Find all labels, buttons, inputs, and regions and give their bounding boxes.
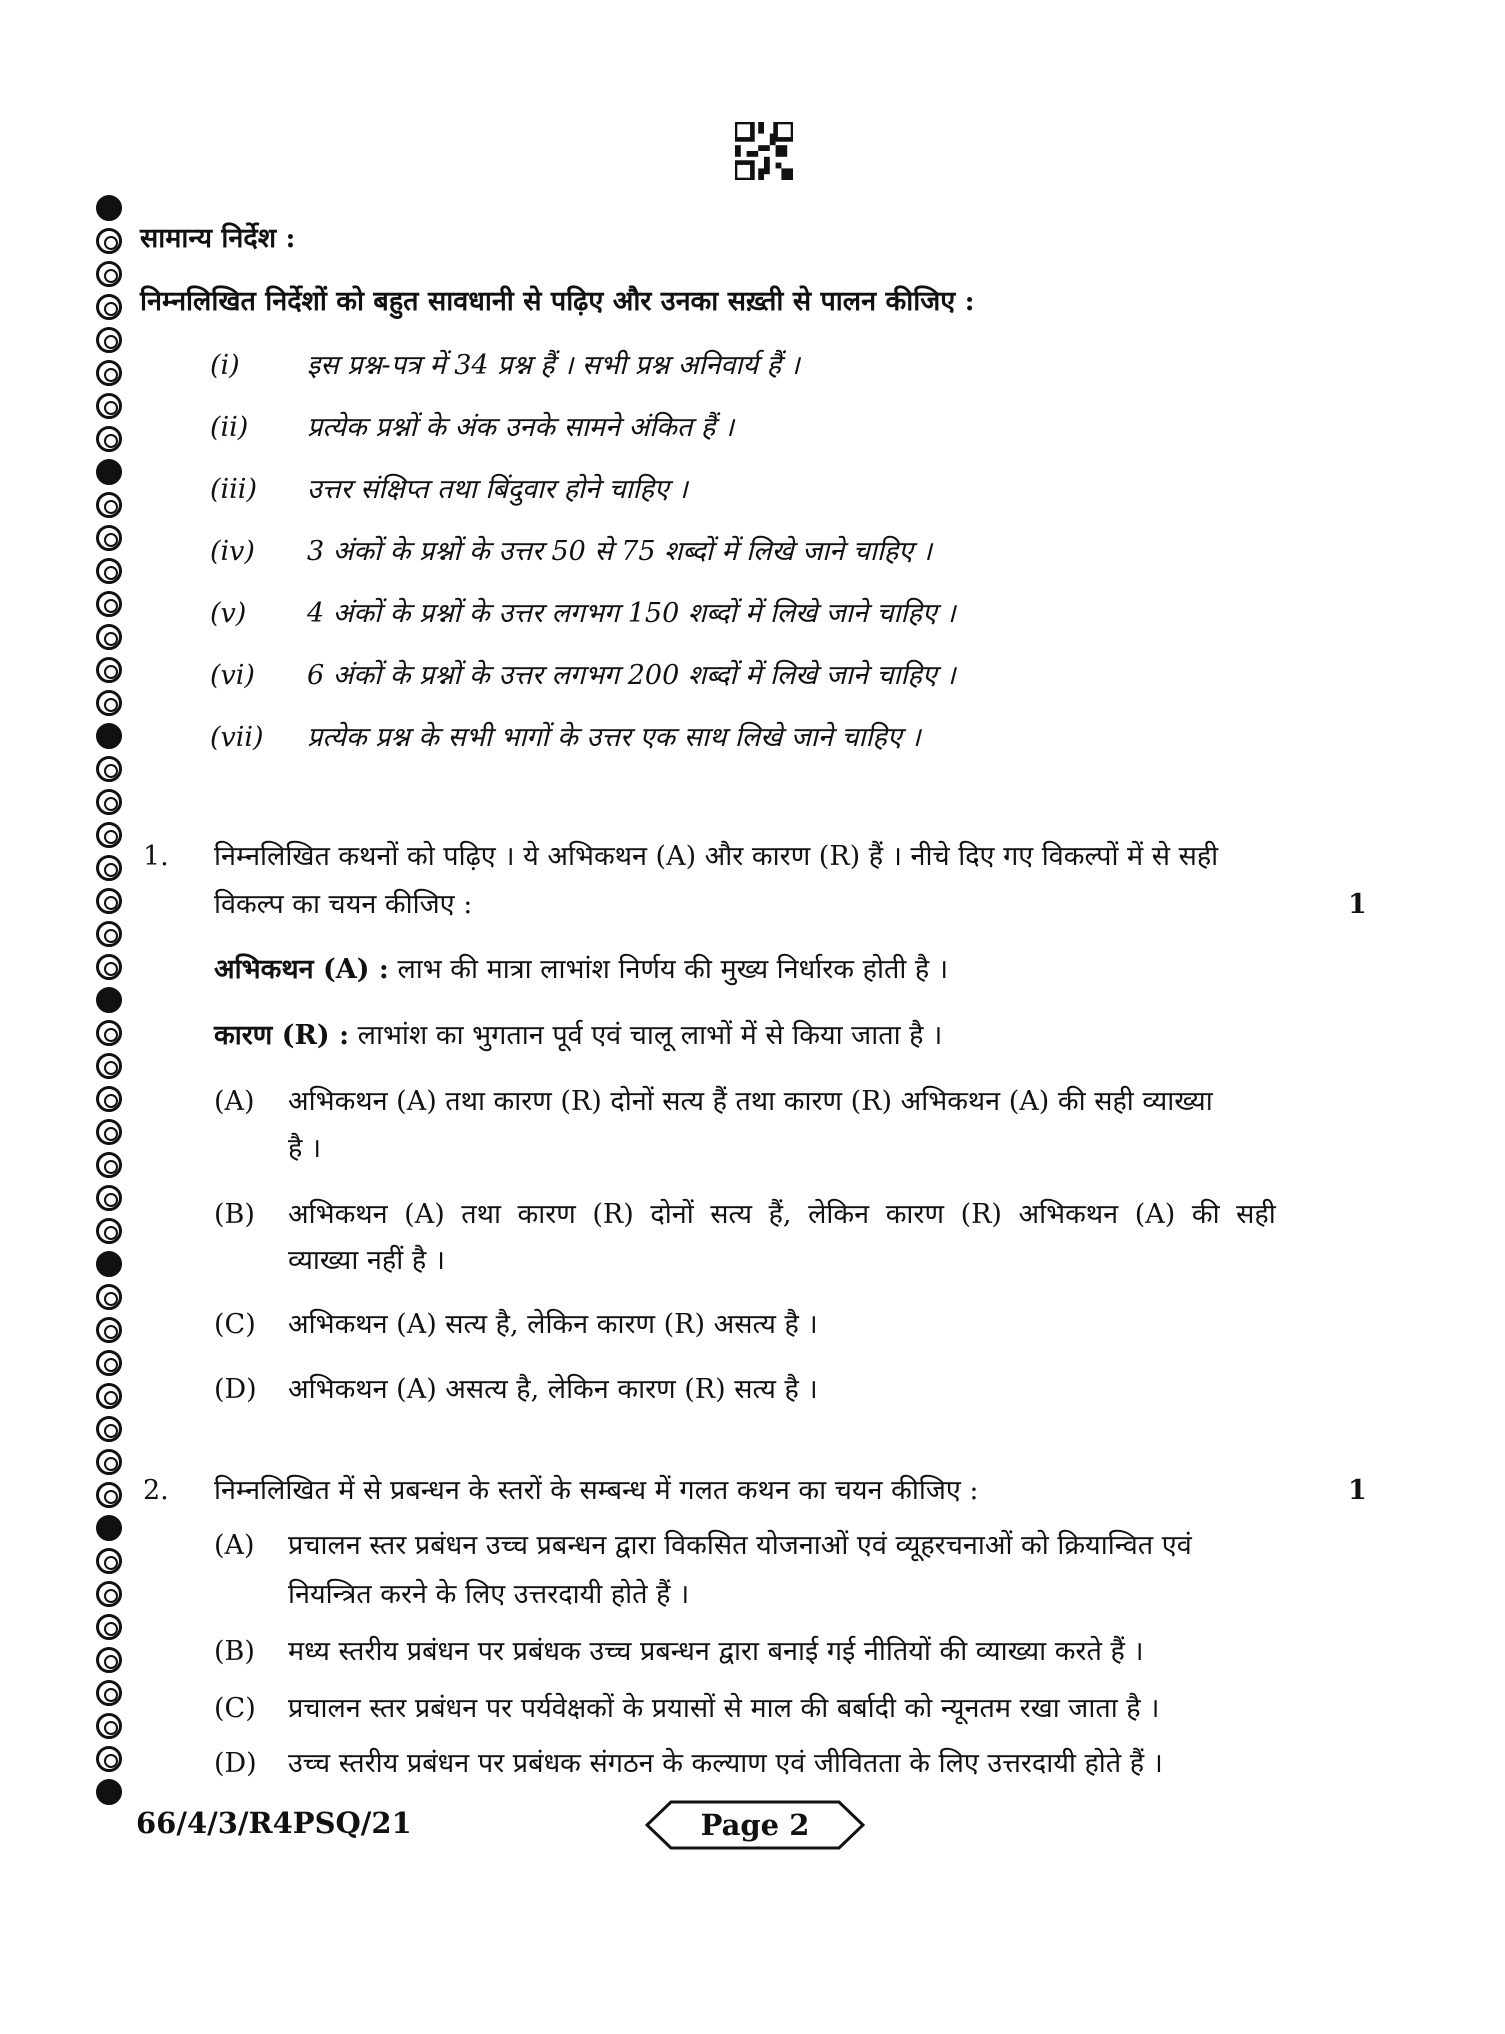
instruction-text: उत्तर संक्षिप्त तथा बिंदुवार होने चाहिए ।	[307, 474, 688, 505]
margin-ring-icon	[96, 1581, 122, 1607]
margin-ring-border	[93, 195, 125, 1812]
option-text: नियन्त्रित करने के लिए उत्तरदायी होते हैं ।	[288, 1579, 690, 1610]
instruction-num: (vi)	[210, 660, 255, 691]
instruction-text: इस प्रश्न-पत्र में 34 प्रश्न हैं । सभी प्रश्न अनिवार्य हैं ।	[307, 350, 800, 381]
margin-ring-icon	[96, 1614, 122, 1640]
margin-ring-icon	[96, 1251, 122, 1277]
page-number: Page 2	[700, 1808, 810, 1842]
option-text: प्रचालन स्तर प्रबंधन पर पर्यवेक्षकों के प्रयासों से माल की बर्बादी को न्यूनतम रखा जाता है ।	[288, 1693, 1160, 1724]
margin-ring-icon	[96, 756, 122, 782]
option-text: अभिकथन (A) तथा कारण (R) दोनों सत्य हैं, लेकिन कारण (R) अभिकथन (A) की सही	[288, 1199, 1276, 1230]
margin-ring-icon	[96, 1746, 122, 1772]
margin-ring-icon	[96, 1317, 122, 1343]
margin-ring-icon	[96, 1548, 122, 1574]
option-text: उच्च स्तरीय प्रबंधन पर प्रबंधक संगठन के कल्याण एवं जीवितता के लिए उत्तरदायी होते हैं ।	[288, 1748, 1163, 1779]
option-label: (C)	[214, 1693, 256, 1724]
margin-ring-icon	[96, 789, 122, 815]
option-label: (D)	[214, 1374, 257, 1405]
question-text: निम्नलिखित कथनों को पढ़िए । ये अभिकथन (A) और कारण (R) हैं । नीचे दिए गए विकल्पों में से सही	[214, 841, 1219, 872]
question-marks: 1	[1348, 889, 1367, 920]
margin-ring-icon	[96, 624, 122, 650]
margin-ring-icon	[96, 261, 122, 287]
margin-ring-icon	[96, 1647, 122, 1673]
margin-ring-icon	[96, 1284, 122, 1310]
instruction-text: 6 अंकों के प्रश्नों के उत्तर लगभग 200 शब्दों में लिखे जाने चाहिए ।	[307, 660, 956, 691]
option-label: (A)	[214, 1086, 255, 1117]
margin-ring-icon	[96, 1218, 122, 1244]
reason-text: लाभांश का भुगतान पूर्व एवं चालू लाभों में से किया जाता है ।	[357, 1020, 943, 1051]
margin-ring-icon	[96, 1086, 122, 1112]
margin-ring-icon	[96, 954, 122, 980]
margin-ring-icon	[96, 855, 122, 881]
question-marks: 1	[1348, 1475, 1367, 1506]
margin-ring-icon	[96, 591, 122, 617]
instruction-text: प्रत्येक प्रश्न के सभी भागों के उत्तर एक साथ लिखे जाने चाहिए ।	[307, 722, 921, 753]
paper-code: 66/4/3/R4PSQ/21	[136, 1806, 412, 1840]
reason	[214, 1019, 942, 1053]
page-number-badge	[645, 1800, 865, 1850]
margin-ring-icon	[96, 1383, 122, 1409]
margin-ring-icon	[96, 1713, 122, 1739]
margin-ring-icon	[96, 294, 122, 320]
margin-ring-icon	[96, 1416, 122, 1442]
question-number: 2.	[143, 1475, 169, 1506]
assertion-text: लाभ की मात्रा लाभांश निर्णय की मुख्य निर्धारक होती है ।	[397, 954, 949, 985]
margin-ring-icon	[96, 426, 122, 452]
reason-label: कारण (R) :	[214, 1020, 350, 1051]
margin-ring-icon	[96, 690, 122, 716]
margin-ring-icon	[96, 1680, 122, 1706]
margin-ring-icon	[96, 558, 122, 584]
margin-ring-icon	[96, 492, 122, 518]
margin-ring-icon	[96, 1482, 122, 1508]
margin-ring-icon	[96, 1053, 122, 1079]
instruction-num: (i)	[210, 350, 240, 381]
option-text: व्याख्या नहीं है ।	[288, 1245, 445, 1276]
margin-ring-icon	[96, 393, 122, 419]
margin-ring-icon	[96, 195, 122, 221]
margin-ring-icon	[96, 1152, 122, 1178]
margin-ring-icon	[96, 1350, 122, 1376]
margin-ring-icon	[96, 327, 122, 353]
option-label: (B)	[214, 1199, 255, 1230]
assertion	[214, 953, 948, 987]
margin-ring-icon	[96, 987, 122, 1013]
instruction-num: (v)	[210, 598, 247, 629]
margin-ring-icon	[96, 888, 122, 914]
general-instructions-intro: निम्नलिखित निर्देशों को बहुत सावधानी से पढ़िए और उनका सख़्ती से पालन कीजिए :	[140, 286, 975, 317]
instruction-text: प्रत्येक प्रश्नों के अंक उनके सामने अंकित हैं ।	[307, 412, 735, 443]
margin-ring-icon	[96, 657, 122, 683]
general-instructions-heading: सामान्य निर्देश :	[140, 223, 296, 254]
margin-ring-icon	[96, 360, 122, 386]
margin-ring-icon	[96, 822, 122, 848]
margin-ring-icon	[96, 1020, 122, 1046]
instruction-text: 4 अंकों के प्रश्नों के उत्तर लगभग 150 शब्दों में लिखे जाने चाहिए ।	[307, 598, 956, 629]
question-text: विकल्प का चयन कीजिए :	[214, 889, 473, 920]
assertion-label: अभिकथन (A) :	[214, 954, 389, 985]
instruction-num: (iii)	[210, 474, 257, 505]
option-text: प्रचालन स्तर प्रबंधन उच्च प्रबन्धन द्वारा विकसित योजनाओं एवं व्यूहरचनाओं को क्रियान्वित एवं	[288, 1530, 1192, 1561]
margin-ring-icon	[96, 228, 122, 254]
margin-ring-icon	[96, 921, 122, 947]
option-label: (C)	[214, 1309, 256, 1340]
option-label: (A)	[214, 1530, 255, 1561]
option-text: मध्य स्तरीय प्रबंधन पर प्रबंधक उच्च प्रबन्धन द्वारा बनाई गई नीतियों की व्याख्या करते हैं ।	[288, 1636, 1144, 1667]
option-label: (D)	[214, 1748, 257, 1779]
instruction-num: (iv)	[210, 536, 255, 567]
instruction-text: 3 अंकों के प्रश्नों के उत्तर 50 से 75 शब्दों में लिखे जाने चाहिए ।	[307, 536, 932, 567]
qr-code	[735, 122, 793, 180]
option-text: अभिकथन (A) सत्य है, लेकिन कारण (R) असत्य है ।	[288, 1309, 818, 1340]
margin-ring-icon	[96, 1779, 122, 1805]
margin-ring-icon	[96, 1185, 122, 1211]
question-number: 1.	[143, 841, 169, 872]
option-label: (B)	[214, 1636, 255, 1667]
margin-ring-icon	[96, 1119, 122, 1145]
margin-ring-icon	[96, 525, 122, 551]
instruction-num: (ii)	[210, 412, 249, 443]
margin-ring-icon	[96, 723, 122, 749]
option-text: है ।	[288, 1133, 322, 1164]
margin-ring-icon	[96, 1449, 122, 1475]
option-text: अभिकथन (A) तथा कारण (R) दोनों सत्य हैं तथा कारण (R) अभिकथन (A) की सही व्याख्या	[288, 1086, 1213, 1117]
margin-ring-icon	[96, 1515, 122, 1541]
option-text: अभिकथन (A) असत्य है, लेकिन कारण (R) सत्य है ।	[288, 1374, 818, 1405]
question-text: निम्नलिखित में से प्रबन्धन के स्तरों के सम्बन्ध में गलत कथन का चयन कीजिए :	[214, 1475, 979, 1506]
margin-ring-icon	[96, 459, 122, 485]
instruction-num: (vii)	[210, 722, 264, 753]
